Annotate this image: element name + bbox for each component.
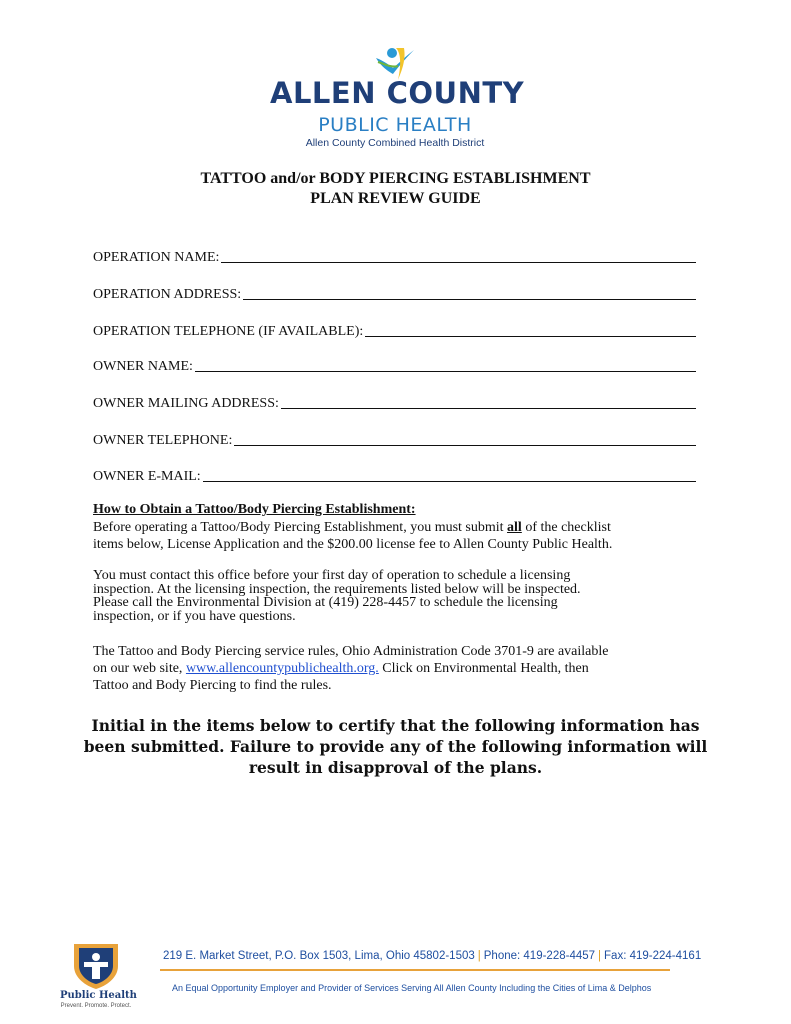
operation-name-field[interactable]: [93, 244, 696, 266]
footer-eeo-statement: An Equal Opportunity Employer and Provider of Services Serving All Allen County Including the Cities of Lima & Delphos: [172, 983, 652, 993]
text-run: Click on Environmental Health, then: [378, 661, 589, 676]
owner-telephone-line[interactable]: [234, 429, 696, 446]
owner-mailing-address-line[interactable]: [281, 392, 696, 409]
paragraph-line: You must contact this office before your first day of operation to schedule a licensing: [93, 568, 571, 583]
field-label: OPERATION NAME:: [93, 250, 220, 265]
public-health-logo: [60, 940, 137, 1020]
paragraph-line: [93, 660, 703, 677]
paragraph-line: items below, License Application and the $200.00 license fee to Allen County Public Health.: [93, 537, 613, 552]
footer-separator: |: [598, 950, 602, 962]
owner-email-line[interactable]: [203, 465, 696, 482]
certification-statement: [0, 715, 791, 778]
public-health-tagline: Prevent. Promote. Protect.: [60, 1003, 132, 1009]
allen-county-logo: [270, 44, 525, 154]
instructions-paragraph-2: [93, 569, 703, 623]
operation-telephone-field[interactable]: [93, 318, 696, 340]
public-health-logo-text: Public Health: [60, 990, 137, 1001]
document-title: TATTOO and/or BODY PIERCING ESTABLISHMENT: [200, 170, 591, 187]
owner-mailing-address-field[interactable]: [93, 390, 696, 412]
footer-separator: |: [477, 950, 481, 962]
owner-name-line[interactable]: [195, 355, 696, 372]
shield-icon: [60, 940, 132, 990]
text-run: Before operating a Tattoo/Body Piercing Establishment, you must submit: [93, 520, 508, 535]
document-subtitle: PLAN REVIEW GUIDE: [310, 190, 481, 207]
operation-telephone-line[interactable]: [365, 320, 696, 337]
paragraph-line: inspection. At the licensing inspection, the requirements listed below will be inspected.: [93, 581, 581, 597]
footer-address: 219 E. Market Street, P.O. Box 1503, Lima, Ohio 45802-1503: [163, 950, 475, 962]
owner-name-field[interactable]: [93, 353, 696, 375]
footer-divider: [160, 969, 670, 971]
website-link[interactable]: www.allencountypublichealth.org.: [185, 661, 379, 676]
instructions-paragraph-1: [93, 519, 703, 553]
footer-contact: [163, 950, 702, 962]
paragraph-line: [93, 519, 703, 536]
field-label: OPERATION TELEPHONE (IF AVAILABLE):: [93, 324, 364, 339]
footer-phone: Phone: 419-228-4457: [483, 950, 596, 962]
text-run: of the checklist: [521, 520, 611, 535]
footer-fax: Fax: 419-224-4161: [604, 950, 702, 962]
instructions-heading: How to Obtain a Tattoo/Body Piercing Establishment:: [93, 502, 416, 517]
logo-title: ALLEN COUNTY: [270, 76, 525, 110]
operation-name-line[interactable]: [221, 246, 696, 263]
paragraph-line: inspection, or if you have questions.: [93, 608, 296, 624]
operation-address-line[interactable]: [243, 283, 696, 300]
owner-email-field[interactable]: [93, 463, 696, 485]
certification-line: result in disapproval of the plans.: [248, 758, 543, 777]
certification-line: been submitted. Failure to provide any of the following information will: [83, 737, 708, 756]
emphasis-all: all: [507, 520, 522, 535]
owner-telephone-field[interactable]: [93, 427, 696, 449]
field-label: OWNER NAME:: [93, 359, 193, 374]
paragraph-line: The Tattoo and Body Piercing service rules, Ohio Administration Code 3701-9 are available: [93, 644, 609, 659]
certification-line: Initial in the items below to certify that the following information has: [91, 716, 700, 735]
text-run: on our web site,: [93, 661, 186, 676]
field-label: OWNER TELEPHONE:: [93, 433, 233, 448]
operation-address-field[interactable]: [93, 281, 696, 303]
logo-district: Allen County Combined Health District: [305, 137, 485, 149]
field-label: OWNER MAILING ADDRESS:: [93, 396, 279, 411]
paragraph-line: Please call the Environmental Division at (419) 228-4457 to schedule the licensing: [93, 595, 558, 610]
logo-subtitle: PUBLIC HEALTH: [318, 114, 472, 136]
field-label: OWNER E-MAIL:: [93, 469, 201, 484]
paragraph-line: Tattoo and Body Piercing to find the rules.: [93, 678, 332, 693]
instructions-paragraph-3: [93, 643, 703, 694]
field-label: OPERATION ADDRESS:: [93, 287, 242, 302]
